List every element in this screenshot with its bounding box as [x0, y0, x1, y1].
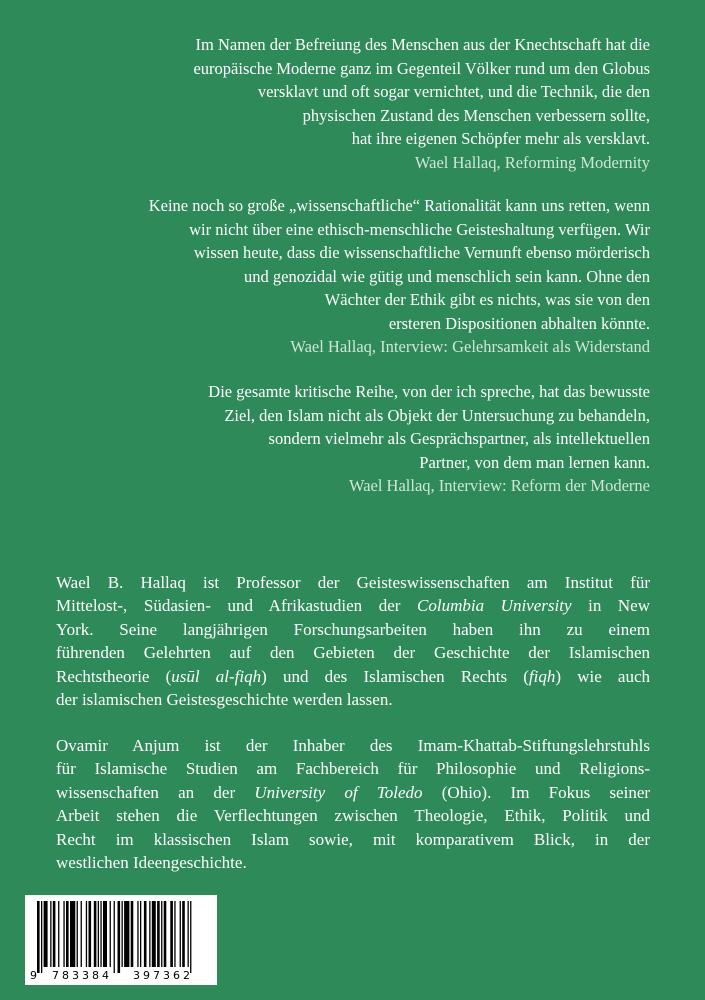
barcode-bar	[103, 901, 107, 967]
barcode-bar	[152, 901, 156, 967]
barcode-bar	[44, 901, 48, 967]
quote-block	[90, 380, 650, 498]
university-name: Columbia University	[417, 596, 572, 616]
barcode-bar	[149, 901, 150, 967]
barcode-bar	[63, 901, 64, 967]
quote-line: Partner, von dem man lernen kann.	[419, 452, 650, 472]
bio-line: führenden Gelehrten auf den Gebieten der Geschichte der Islamischen	[56, 643, 650, 663]
term-fiqh: fiqh	[528, 666, 556, 686]
barcode-bar	[100, 901, 101, 967]
barcode-bar	[94, 901, 97, 967]
barcode-bar	[161, 901, 162, 967]
barcode-bar	[53, 901, 56, 967]
barcode-bar	[98, 901, 99, 967]
barcode-bar	[170, 901, 173, 967]
author-bio-hallaq	[56, 571, 650, 711]
quote-line: und genozidal wie gütig und menschlich sein kann. Ohne den	[244, 266, 650, 286]
university-name: University of Toledo	[254, 782, 423, 802]
barcode-bar	[77, 901, 78, 967]
barcode-bar	[180, 901, 181, 967]
barcode-bar	[182, 901, 185, 967]
barcode-digits-left: 783384	[52, 969, 112, 982]
barcode-bar	[131, 901, 134, 967]
barcode-bar	[174, 901, 175, 967]
barcode-bar	[114, 901, 115, 973]
quote-line: physischen Zustand des Menschen verbessern sollte,	[302, 105, 650, 125]
barcode-bar	[37, 901, 40, 973]
quote-line: Die gesamte kritische Reihe, von der ich spreche, hat das bewusste	[208, 382, 650, 401]
barcode-bar	[164, 901, 167, 967]
barcode-bar	[122, 901, 123, 967]
bio-line: Recht im klassischen Islam sowie, mit komparativem Blick, in der	[56, 829, 650, 849]
barcode-digits-right: 397362	[133, 969, 193, 982]
quote-line: Keine noch so große „wissenschaftliche“ Rationalität kann uns retten, wenn	[148, 196, 650, 215]
quote-block	[90, 33, 650, 174]
quote-line: versklavt und oft sogar vernichtet, und die Technik, die den	[257, 82, 650, 101]
quote-line: europäische Moderne ganz im Gegenteil Völker rund um den Globus	[193, 58, 650, 78]
barcode-bar	[86, 901, 87, 967]
bio-line: Ovamir Anjum ist der Inhaber des Imam-Khattab-Stiftungslehrstuhls	[56, 736, 650, 755]
quote-line: hat ihre eigenen Schöpfer mehr als versklavt.	[351, 129, 650, 148]
bio-line: Rechtstheorie (usūl al-fiqh) und des Islamischen Rechts (fiqh) wie auch	[56, 666, 650, 686]
bio-line: für Islamische Studien am Fachbereich für Philosophie und Religions-	[56, 759, 650, 779]
quote-source: Wael Hallaq, Interview: Gelehrsamkeit als Widerstand	[290, 337, 650, 356]
author-bio-anjum	[56, 734, 650, 874]
quote-line: ersteren Dispositionen abhalten könnte.	[388, 313, 650, 333]
isbn-barcode	[25, 895, 217, 985]
bio-line: westlichen Ideengeschichte.	[56, 853, 247, 873]
bio-line: wissenschaften an der University of Toledo (Ohio). Im Fokus seiner	[56, 782, 651, 802]
barcode-bar	[140, 901, 141, 967]
barcode-bar	[144, 901, 147, 967]
barcode-bar	[110, 901, 111, 967]
barcode-digit-prefix: 9	[30, 969, 37, 982]
term-usul-al-fiqh: usūl al-fiqh	[171, 666, 262, 686]
barcode-bar	[58, 901, 59, 967]
barcode-bar	[137, 901, 138, 967]
barcode-bar	[89, 901, 92, 967]
barcode-bar	[157, 901, 160, 967]
bio-line: York. Seine langjährigen Forschungsarbeiten haben ihn zu einem	[56, 619, 650, 639]
quote-line: Im Namen der Befreiung des Menschen aus der Knechtschaft hat die	[195, 35, 650, 54]
bio-line: Mittelost-, Südasien- und Afrikastudien der Columbia University in New	[56, 596, 651, 616]
barcode-bar	[50, 901, 51, 967]
quote-source: Wael Hallaq, Reforming Modernity	[414, 152, 650, 172]
barcode-bar	[118, 901, 121, 973]
bio-line: Wael B. Hallaq ist Professor der Geisteswissenschaften am Institut für	[56, 573, 650, 592]
quote-line: sondern vielmehr als Gesprächspartner, als intellektuellen	[268, 429, 650, 448]
quote-block	[90, 194, 650, 359]
quote-line: wissen heute, dass die wissenschaftliche Vernunft ebenso mörderisch	[193, 243, 650, 262]
barcode-bar	[124, 901, 129, 967]
barcode-bar	[41, 901, 42, 973]
barcode-digits	[25, 969, 217, 983]
bio-line: Arbeit stehen die Verflechtungen zwischen Theologie, Ethik, Politik und	[56, 806, 650, 826]
barcode-bar	[81, 901, 82, 967]
barcode-bar	[188, 901, 189, 967]
quote-source: Wael Hallaq, Interview: Reform der Moderne	[348, 476, 650, 495]
barcode-bar	[66, 901, 69, 967]
quote-line: wir nicht über eine ethisch-menschliche Geisteshaltung verfügen. Wir	[189, 219, 650, 239]
barcode-bar	[190, 901, 191, 973]
bio-line: der islamischen Geistesgeschichte werden lassen.	[56, 690, 393, 710]
quote-line: Wächter der Ethik gibt es nichts, was sie von den	[324, 290, 650, 309]
barcode-bar	[70, 901, 75, 967]
quote-line: Ziel, den Islam nicht als Objekt der Untersuchung zu behandeln,	[224, 405, 650, 425]
